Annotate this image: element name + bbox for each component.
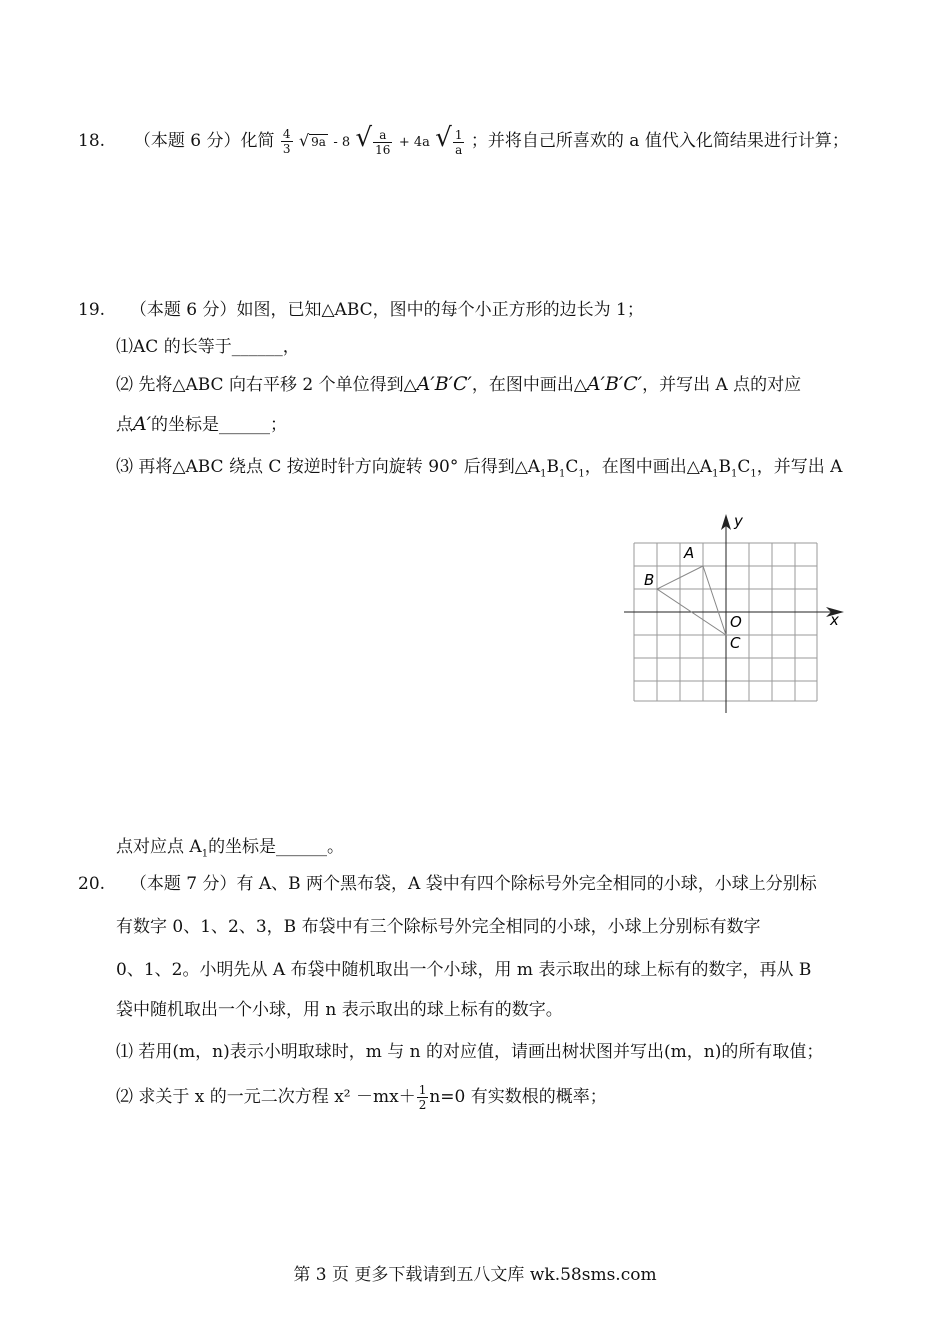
q19-header: （本题 6 分）如图，已知△ABC，图中的每个小正方形的边长为 1；: [129, 300, 644, 320]
grid-svg: [620, 508, 860, 718]
q19-part2-line1: [116, 372, 801, 397]
q19-header-line: [78, 298, 644, 322]
q20-text-1: （本题 7 分）有 A、B 两个黑布袋，A 袋中有四个除标号外完全相同的小球，小球上分别标: [129, 874, 817, 894]
q19-part3-cont-b: 的坐标是______。: [208, 837, 345, 857]
q19-part3-c2: C: [737, 457, 751, 477]
q19-prime-triangle-1: A′B′C′: [416, 373, 472, 395]
q19-prime-point: A′: [133, 413, 152, 435]
q18-radical-3: √ $\frac{1}{a}$: [435, 123, 463, 157]
q19-number: 19.: [78, 300, 106, 320]
label-x: x: [830, 611, 839, 629]
q20-part2: [116, 1083, 607, 1112]
q19-part2-text-a: ⑵ 先将△ABC 向右平移 2 个单位得到△: [116, 375, 417, 395]
label-c: C: [730, 634, 741, 652]
q18-header: （本题 6 分）化简: [133, 131, 275, 151]
sub-1a: 1: [540, 468, 547, 480]
q19-part3-e: ，并写出 A: [756, 457, 843, 477]
q18-radical-2: √ $\frac{a}{16}$: [355, 123, 391, 157]
triangle-abc: [657, 566, 726, 635]
q20-part1: ⑴ 若用(m，n)表示小明取球时，m 与 n 的对应值，请画出树状图并写出(m，n)的所有取值；: [116, 1042, 824, 1062]
sub-1f: 1: [750, 468, 757, 480]
q20-part2-a: ⑵ 求关于 x 的一元二次方程 x² －mx＋: [116, 1087, 416, 1107]
sub-1c: 1: [578, 468, 585, 480]
q18-op2: + 4a: [398, 135, 430, 150]
q19-part3-a: ⑶ 再将△ABC 绕点 C 按逆时针方向旋转 90° 后得到△A: [116, 457, 541, 477]
q20-number: 20.: [78, 874, 106, 894]
q20-line4: 袋中随机取出一个小球，用 n 表示取出的球上标有的数字。: [116, 1000, 563, 1020]
q19-prime-triangle-2: A′B′C′: [586, 373, 643, 395]
label-b: B: [644, 571, 655, 589]
q19-part3-b2: B: [718, 457, 731, 477]
sub-1b: 1: [558, 468, 566, 480]
q19-part2-line2-b: 的坐标是______；: [151, 415, 288, 435]
q19-part3-c: C: [565, 457, 579, 477]
sub-1e: 1: [730, 468, 738, 480]
q20-line3: 0、1、2。小明先从 A 布袋中随机取出一个小球，用 m 表示取出的球上标有的数字，再从 B: [116, 960, 812, 980]
q18-line: [78, 123, 849, 157]
q18-radical-1: √ 9a: [298, 131, 326, 150]
sub-1d: 1: [712, 468, 719, 480]
q19-part2-line2: [116, 412, 287, 437]
coordinate-grid-figure: [620, 508, 860, 722]
q18-tail: ；并将自己所喜欢的 a 值代入化简结果进行计算；: [470, 131, 849, 151]
page-footer: 第 3 页 更多下载请到五八文库 wk.58sms.com: [293, 1265, 657, 1285]
label-a: A: [684, 544, 695, 562]
q19-part3-continued: [116, 835, 344, 866]
q18-number: 18.: [78, 131, 106, 151]
q18-fraction-1: $\frac{4}{3}$: [282, 127, 291, 156]
q19-part2-text-b: ，在图中画出△: [471, 375, 587, 395]
label-y: y: [734, 512, 743, 530]
q19-part3: [116, 455, 842, 486]
sub-1g: 1: [201, 848, 209, 860]
q19-part2-text-c: ，并写出 A 点的对应: [642, 375, 802, 395]
q18-op1: - 8: [333, 135, 351, 150]
q19-part3-d: ，在图中画出△A: [584, 457, 713, 477]
label-o: O: [730, 613, 742, 631]
q20-line2: 有数字 0、1、2、3，B 布袋中有三个除标号外完全相同的小球，小球上分别标有数字: [116, 917, 761, 937]
q19-part2-line2-a: 点: [116, 415, 133, 435]
q20-line1: [78, 872, 817, 896]
q19-part3-b: B: [546, 457, 559, 477]
q19-part1: ⑴AC 的长等于______，: [116, 337, 300, 357]
q19-part3-cont-a: 点对应点 A: [116, 837, 202, 857]
q20-part2-b: n=0 有实数根的概率；: [429, 1087, 607, 1107]
q20-fraction: $\frac{1}{2}$: [418, 1083, 427, 1112]
